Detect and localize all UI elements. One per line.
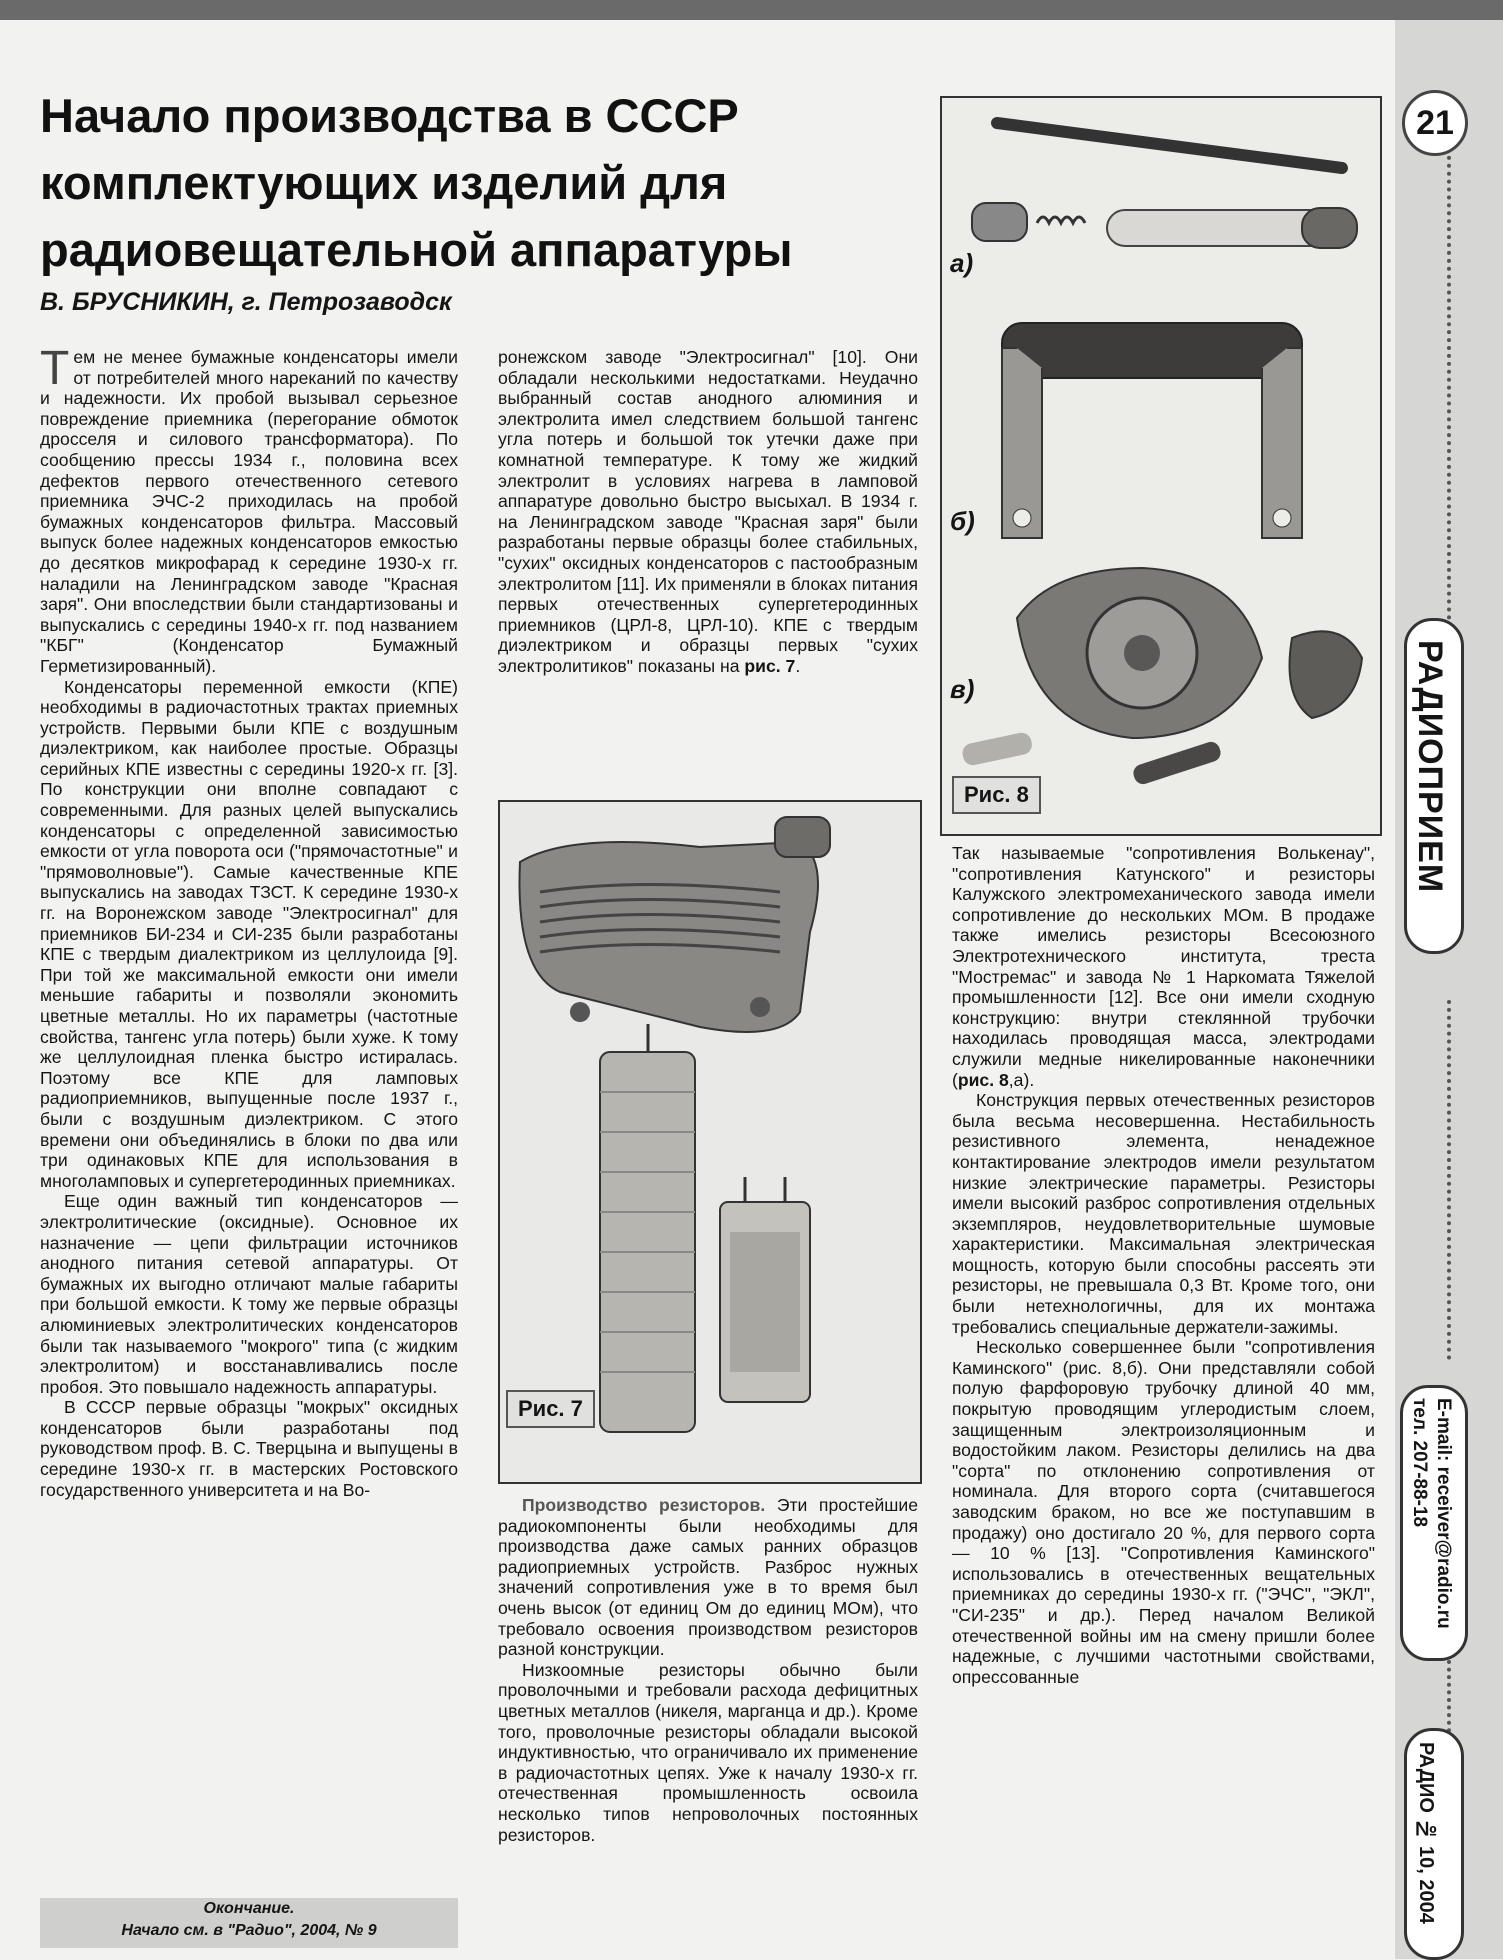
figure-7 xyxy=(498,800,922,1484)
paragraph: В СССР первые образцы "мокрых" оксидных конденсаторов были разработаны под руководством проф. В. С. Тверцына и выпущены в середине 1930-х гг. в мастерских Ростовского государственного университета и на Во- xyxy=(40,1397,458,1500)
figure-7-label: Рис. 7 xyxy=(506,1390,595,1428)
paragraph: Так называемые "сопротивления Волькенау", "сопротивления Катунского" и резисторы Калужского электромеханического завода имели сопротивление до нескольких МОм. В продаже также имелись резисторы Всесоюзного Электротехнического института, треста "Мостремас" и завода № 1 Наркомата Тяжелой промышленности [12]. Все они имели сходную конструкцию: внутри стеклянной трубочки находилась проводящая масса, электродами служили медные никелированные наконечники (рис. 8,а). xyxy=(952,843,1375,1090)
figure-7-photo xyxy=(500,802,920,1482)
article-title: Начало производства в СССР комплектующих изделий для радиовещательной аппаратуры xyxy=(40,89,793,276)
paragraph: Тем не менее бумажные конденсаторы имели от потребителей много нареканий по качеству и надежности. Их пробой вызывал серьезное повреждение приемника (перегорание обмоток дросселя и силового трансформатора). По сообщению прессы 1934 г., половина всех дефектов первого отечественного сетевого приемника ЭЧС-2 приходилась на пробой бумажных конденсаторов фильтра. Массовый выпуск более надежных конденсаторов емкостью до десятков микрофарад к середине 1930-х гг. наладили на Ленинградском заводе "Красная заря". Они впоследствии были стандартизованы и выпускались с середины 1940-х гг. под названием "КБГ" (Конденсатор Бумажный Герметизированный). xyxy=(40,342,458,676)
paragraph: Конденсаторы переменной емкости (КПЕ) необходимы в радиочастотных трактах приемных устройств. Первыми были КПЕ с воздушным диэлектриком, как наиболее простые. Образцы серийных КПЕ известны с середины 1920-х гг. [3]. По конструкции они вполне совпадают с современными. Для разных целей выпускались конденсаторы с определенной зависимостью емкости от угла поворота оси ("прямочастотные" и "прямоволновые"). Самые качественные КПЕ выпускались на заводах ТЗСТ. К середине 1930-х гг. на Воронежском заводе "Электросигнал" для приемников БИ-234 и СИ-235 были разработаны КПЕ с твердым диалектриком из целлулоида [9]. При той же максимальной емкости они имели меньшие габариты и позволяли экономить цветные металлы. Но их параметры (частотные свойства, тангенс угла потерь) были хуже. К тому же целлулоидная пленка быстро истиралась. Поэтому все КПЕ для ламповых радиоприемников, выпущенные после 1937 г., были с воздушным диэлектриком. С этого времени они объединялись в блоки по два или три одинаковых КПЕ для использования в многоламповых и супергетеродинных приемниках. xyxy=(40,676,458,1191)
paragraph: ронежском заводе "Электросигнал" [10]. Они обладали несколькими недостатками. Неудачно выбранный состав анодного алюминия и электролита имел следствием большой тангенс угла потерь и большой ток утечки даже при комнатной температуре. К тому же жидкий электролит в условиях нагрева в ламповой аппаратуре довольно быстро высыхал. В 1934 г. на Ленинградском заводе "Красная заря" были разработаны первые образцы более стабильных, "сухих" оксидных конденсаторов с пастообразным электролитом [11]. Их применяли в блоках питания первых отечественных супергетеродинных приемников (ЦРЛ-8, ЦРЛ-10). КПЕ с твердым диэлектриком и образцы первых "сухих электролитиков" показаны на рис. 7. xyxy=(498,347,918,676)
text-column-1 xyxy=(40,342,458,1500)
electrolytic-capacitor-short xyxy=(720,1177,810,1402)
figure-8-label: Рис. 8 xyxy=(952,776,1041,814)
paragraph: Еще один важный тип конденсаторов — электролитические (оксидные). Основное их назначение — цепи фильтрации источников анодного питания сетевой аппаратуры. От бумажных их выгодно отличают малые габариты при большой емкости. К тому же первые образцы алюминиевых электролитических конденсаторов были так называемого "мокрого" типа (с жидким электролитом) и восстанавливались после пробоя. Это повышало надежность аппаратуры. xyxy=(40,1191,458,1397)
electrolytic-capacitor-tall xyxy=(600,1024,695,1432)
paragraph: Низкоомные резисторы обычно были проволочными и требовали расхода дефицитных цветных металлов (никеля, марганца и др.). Кроме того, проволочные резисторы обладали высокой индуктивностью, что ограничивало их применение в радиочастотных цепях. Уже к началу 1930-х гг. отечественная промышленность освоила несколько типов непроволочных постоянных резисторов. xyxy=(498,1659,918,1845)
section-heading: РАДИОПРИЕМ xyxy=(1411,640,1449,894)
sidebar-strip xyxy=(1395,20,1503,1959)
kaminsky-resistor xyxy=(1002,323,1302,538)
text-column-3 xyxy=(952,843,1375,1687)
figure-8-label-c: в) xyxy=(950,674,975,704)
drop-cap: Т xyxy=(40,342,70,395)
article-author: В. БРУСНИКИН, г. Петрозаводск xyxy=(40,288,452,316)
paragraph: Несколько совершеннее были "сопротивления Каминского" (рис. 8,б). Они представляли собой полую фарфоровую трубочку длиной 40 мм, покрытую проводящим углеродистым слоем, защищенным электроизоляционным и водостойким лаком. Резисторы делились на два "сорта" по отклонению сопротивления от номинала. Для второго сорта (считавшегося заводским браком, но все же поступавшим в продажу) оно достигало 20 %, для первого сорта — 10 % [13]. "Сопротивления Каминского" использовались в отечественных вещательных приемниках до середины 1930-х гг. ("ЭЧС", "ЭКЛ", "СИ-235" и др.). Перед началом Великой отечественной войны им на смену пришли более надежные, с лучшими частотными свойствами, опрессованные xyxy=(952,1337,1375,1687)
top-bar xyxy=(0,0,1503,20)
section-subheading: Производство резисторов. xyxy=(522,1495,766,1515)
phone-text: тел. 207-88-18 xyxy=(1409,1398,1430,1528)
figure-8-label-a: а) xyxy=(950,248,974,278)
dotted-line xyxy=(1447,1660,1455,1740)
figure-reference: рис. 8 xyxy=(957,1069,1009,1090)
figure-8-photo xyxy=(942,98,1380,834)
page-number: 21 xyxy=(1402,90,1468,156)
variable-capacitor-illustration xyxy=(520,817,831,1032)
issue-info: РАДИО № 10, 2004 xyxy=(1415,1742,1437,1924)
text-column-2 xyxy=(498,347,918,677)
figure-8 xyxy=(940,96,1382,836)
figure-8-label-b: б) xyxy=(950,506,975,536)
paragraph: Производство резисторов. Эти простейшие радиокомпоненты были необходимы для производства даже самых ранних образцов радиоприемных устройств. Разброс нужных значений сопротивления уже в то время был очень высок (от единиц Ом до единиц МОм), что требовало освоения производством резисторов разной конструкции. xyxy=(498,1495,919,1660)
figure-reference: рис. 7 xyxy=(744,655,796,676)
dotted-line xyxy=(1447,140,1455,620)
text-column-2-bottom xyxy=(498,1495,918,1845)
email-text: E-mail: receiver@radio.ru xyxy=(1433,1398,1454,1629)
dotted-line xyxy=(1447,1000,1455,1360)
continuation-note: Окончание. Начало см. в "Радио", 2004, № 9 xyxy=(40,1898,458,1948)
contact-info xyxy=(1407,1398,1455,1629)
paragraph: Конструкция первых отечественных резисторов была весьма несовершенна. Нестабильность резистивного элемента, ненадежное контактирование электродов имели результатом низкие электрические параметры. Резисторы имели высокий разброс сопротивления отдельных экземпляров, неудовлетворительные шумовые характеристики. Максимальная электрическая мощность, которую были способны рассеять эти резисторы, не превышала 0,3 Вт. Кроме того, они были нетехнологичны, для их монтажа требовались специальные держатели-зажимы. xyxy=(952,1090,1375,1337)
variable-resistor xyxy=(961,568,1362,786)
glass-tube-resistor xyxy=(972,123,1357,248)
